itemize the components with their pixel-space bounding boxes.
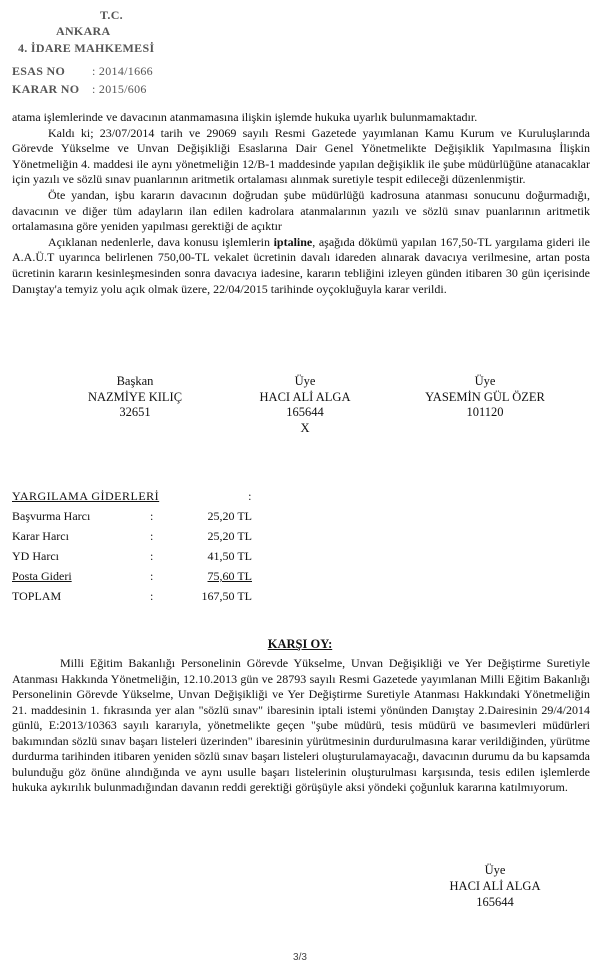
- cost-row: [12, 526, 252, 546]
- costs-title-colon: :: [248, 489, 252, 503]
- cost-total-row: [12, 586, 252, 606]
- paragraph-4-end: , aşağıda dökümü yapılan 167,50-TL yargılama gideri ile A.A.Ü.T uyarınca belirlenen 750,00-TL vekalet ücretinin davalı idareden alınarak davacıya verilmesine, artan posta ücretinin kararın kesinleşmesinden sonra davacıya iadesine, kararın tebliğini izleyen günden itibaren 30 gün içerisinde Danıştay'a temyiz yolu açık olmak üzere, 22/04/2015 tarihinde oyçokluğuyla karar verildi.: [12, 234, 591, 296]
- signature-role: Üye: [484, 863, 506, 877]
- iptaline-emphasis: iptaline: [273, 234, 313, 249]
- cost-amount: 25,20 TL: [207, 529, 252, 543]
- page-number: 3/3: [293, 952, 307, 963]
- header-country: T.C.: [100, 8, 123, 22]
- signature-name: HACI ALİ ALGA: [259, 389, 351, 404]
- cost-total-label: TOPLAM: [12, 589, 62, 603]
- signature-number: 165644: [286, 405, 324, 419]
- cost-row: [12, 546, 252, 566]
- signature-number: 165644: [476, 895, 514, 909]
- cost-colon: :: [150, 569, 154, 583]
- costs-title-text: YARGILAMA GİDERLERİ: [12, 489, 160, 503]
- esas-value: : 2014/1666: [92, 64, 153, 78]
- dissent-paragraph: Milli Eğitim Bakanlığı Personelinin Görevde Yükselme, Unvan Değişikliği ve Yer Değiştirme Suretiyle Atanması Hakkında Yönetmeliğin, 12.10.2013 gün ve 28793 sayılı Resmi Gazetede yayımlanan Milli Eğitim Bakanlığı Personelinin Görevde Yükselme, Unvan Değişikliği ve Yer Değiştirme Suretiyle Atanması Hakkındaki Yönetmeliğin 21. maddesinin 1. fıkrasında yer alan "sözlü sınav" ibaresinin iptali istemi yönünden Danıştay 2.Dairesinin 29/4/2014 günlü, E:2013/10363 sayılı kararıyla, yönetmelikte geçen "şube müdürü, tesis müdürü ve basımevleri müdürleri bakımından sözlü sınav başarı listeleri üzerinden" ibaresinin yürütmesinin durdurulmasına karar verildiğinden, yürütme durdurma tarihinden itibaren yeniden sözlü sınav başarı listeleri oluşturulamayacağı, davacının durumu da bu kapsamda bulunduğu göz önüne alındığında ve aynı usulle başarı listelerinin oluşturulması karşısında, tesis edilen işlemlerde hukuka aykırılık bulunmadığından davanın reddi gerektiği görüşüyle aksi yöndeki çoğunluk kararına katılmıyorum.: [12, 656, 590, 794]
- signature-block-member-1: [240, 374, 370, 436]
- cost-name: Posta Gideri: [12, 569, 72, 583]
- signature-role: Üye: [294, 374, 316, 388]
- signature-name: HACI ALİ ALGA: [449, 879, 541, 893]
- dissent-mark: X: [300, 420, 310, 435]
- header-city: ANKARA: [56, 24, 111, 38]
- cost-colon: :: [150, 509, 154, 523]
- cost-amount: 41,50 TL: [207, 549, 252, 563]
- decision-body: [12, 110, 590, 297]
- costs-table: [12, 486, 252, 606]
- cost-name: Başvurma Harcı: [12, 509, 91, 523]
- dissent-title: KARŞI OY:: [267, 637, 333, 651]
- signature-role: Üye: [474, 374, 496, 388]
- paragraph-1: atama işlemlerinde ve davacının atanmamasına ilişkin işlemde hukuka uyarlık bulunmamaktadır.: [12, 110, 478, 124]
- cost-colon: :: [150, 529, 154, 543]
- dissent-body: [12, 656, 590, 796]
- signature-block-member-2: [400, 374, 570, 421]
- cost-total-amount: 167,50 TL: [201, 589, 252, 603]
- cost-row: [12, 506, 252, 526]
- paragraph-3: Öte yandan, işbu kararın davacının doğrudan şube müdürlüğü kadrosuna atanması sonucunu doğurmadığı, davacının ve diğer tüm adayların ilan edilen kadrolara atanmalarının yazılı ve sözlü sınav puanlarının aritmetik ortalamasına göre yeniden yapılması gerektiği de açıktır: [12, 187, 590, 234]
- cost-colon: :: [150, 589, 154, 603]
- signature-block-president: [70, 374, 200, 421]
- signature-number: 32651: [119, 405, 151, 419]
- header-court: 4. İDARE MAHKEMESİ: [18, 41, 155, 55]
- cost-name: YD Harcı: [12, 549, 59, 563]
- paragraph-4-start: Açıklanan nedenlerle, dava konusu işlemlerin: [48, 234, 274, 249]
- paragraph-4: [12, 235, 590, 297]
- dissent-signature: [440, 862, 550, 910]
- signature-number: 101120: [466, 405, 504, 419]
- cost-row: [12, 566, 252, 586]
- costs-title: [12, 486, 252, 506]
- paragraph-2: Kaldı ki; 23/07/2014 tarih ve 29069 sayılı Resmi Gazetede yayımlanan Kamu Kurum ve Kuruluşlarında Görevde Yükselme ve Unvan Değişikliği Esaslarına Dair Genel Yönetmelikte Değişiklik Yapılmasına İlişkin Yönetmeliğin 4. maddesi ile aynı yönetmeliğin 12/B-1 maddesinde yapılan değişiklik ile şube müdürlüğüne atanacaklar için yazılı ve sözlü sınav puanlarının aritmetik ortalaması alınmak suretiyle tespit edileceği düzenlenmiştir.: [12, 125, 590, 187]
- signature-name: YASEMİN GÜL ÖZER: [425, 389, 545, 404]
- karar-label: KARAR NO: [12, 82, 80, 96]
- signature-role: Başkan: [116, 374, 154, 388]
- cost-amount: 75,60 TL: [207, 569, 252, 583]
- esas-label: ESAS NO: [12, 64, 66, 78]
- signature-name: NAZMİYE KILIÇ: [87, 389, 183, 404]
- cost-colon: :: [150, 549, 154, 563]
- cost-name: Karar Harcı: [12, 529, 69, 543]
- karar-value: : 2015/606: [92, 82, 147, 96]
- cost-amount: 25,20 TL: [207, 509, 252, 523]
